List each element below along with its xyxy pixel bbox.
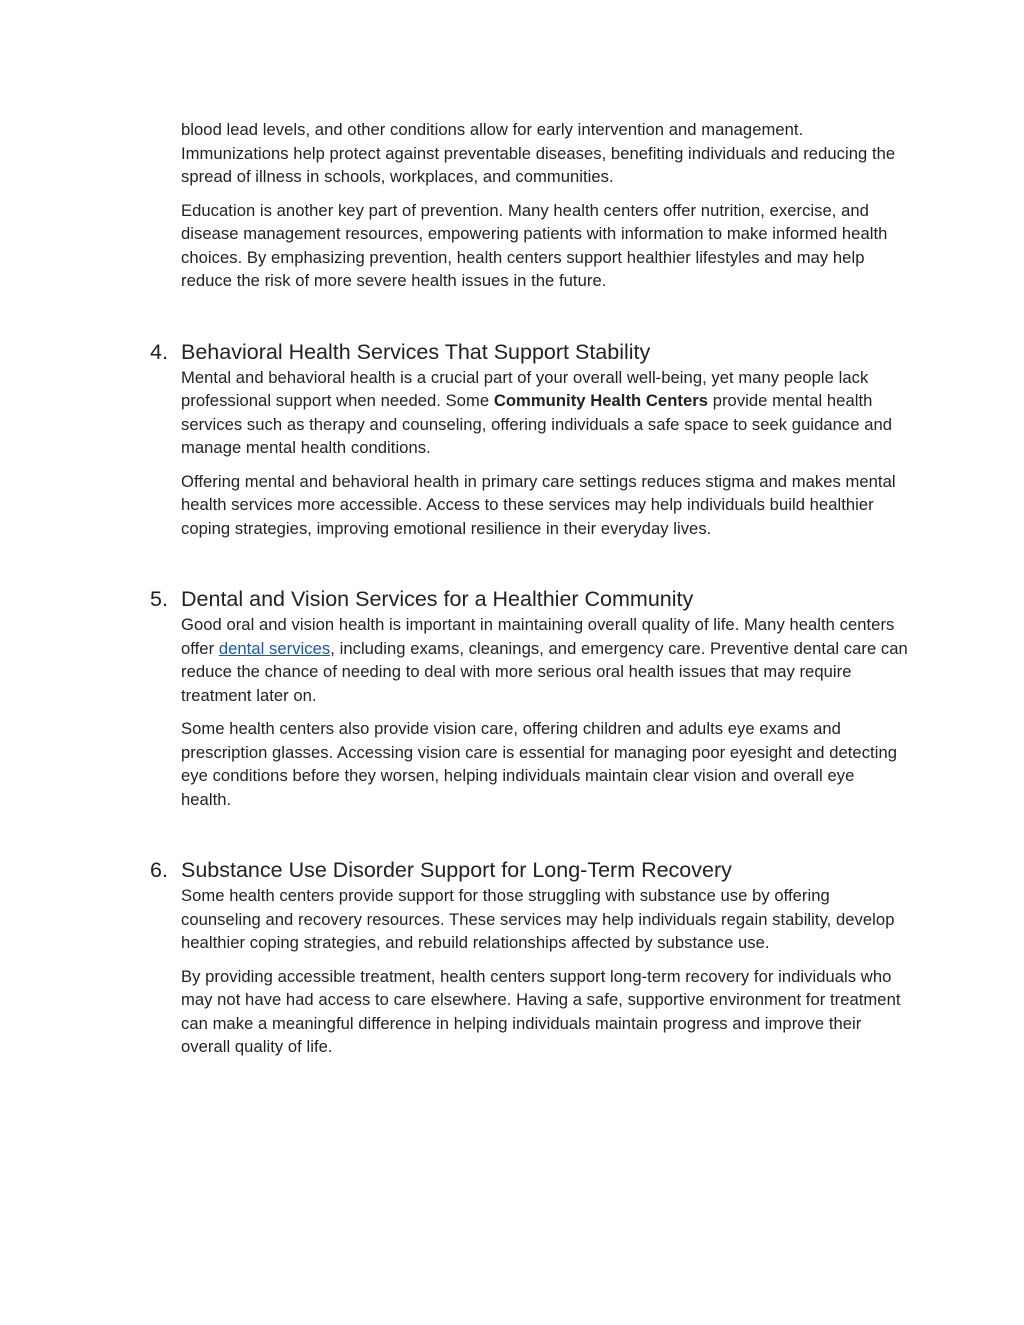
intro-paragraph-1: blood lead levels, and other conditions allow for early intervention and management. Immunizations help protect against preventable diseases, benefiting individuals and reducing the spread of illness in schools, workplaces, and communities. — [181, 120, 896, 186]
paragraph-text: Good oral and vision health is important in maintaining overall quality of life. Many health centers offer — [181, 615, 895, 658]
paragraph-text: , including exams, cleanings, and emergency care. Preventive dental care can reduce the chance of needing to deal with more serious oral health issues that may require treatment later on. — [181, 638, 908, 705]
section-paragraph-2: By providing accessible treatment, health centers support long-term recovery for individuals who may not have had access to care elsewhere. Having a safe, supportive environment for treatment can make a meaningful difference in helping individuals maintain progress and improve their overall quality of life. — [181, 966, 901, 1056]
section-paragraph-1 — [181, 613, 909, 707]
section-substance-use — [150, 857, 909, 1059]
section-heading — [150, 586, 909, 613]
section-title: Substance Use Disorder Support for Long-Term Recovery — [181, 858, 732, 882]
document-body — [150, 118, 909, 1069]
section-paragraph-2: Offering mental and behavioral health in primary care settings reduces stigma and makes mental health services more accessible. Access to these services may help individuals build healthier coping strategies, improving emotional resilience in their everyday lives. — [181, 471, 896, 538]
section-dental-vision — [150, 586, 909, 811]
paragraph-text: provide mental health services such as therapy and counseling, offering individuals a safe space to seek guidance and manage mental health conditions. — [181, 391, 893, 457]
section-paragraph-1 — [181, 366, 909, 460]
section-paragraph-1: Some health centers provide support for those struggling with substance use by offering counseling and recovery resources. These services may help individuals regain stability, develop healthier coping strategies, and rebuild relationships affected by substance use. — [181, 886, 895, 952]
paragraph-text: Mental and behavioral health is a crucial part of your overall well-being, yet many people lack professional support when needed. Some — [181, 367, 869, 410]
section-behavioral-health — [150, 339, 909, 541]
intro-paragraph-2: Education is another key part of prevention. Many health centers offer nutrition, exercise, and disease management resources, empowering patients with information to make informed health choices. By emphasizing prevention, health centers support healthier lifestyles and may help reduce the risk of more severe health issues in the future. — [181, 200, 888, 290]
section-heading — [150, 857, 909, 884]
section-title: Behavioral Health Services That Support Stability — [181, 339, 651, 364]
dental-services-link[interactable]: dental services — [218, 638, 331, 658]
section-number: 5. — [150, 587, 168, 611]
section-title: Dental and Vision Services for a Healthier Community — [181, 587, 694, 611]
bold-text: Community Health Centers — [493, 391, 709, 410]
section-heading — [150, 339, 909, 366]
section-number: 6. — [150, 858, 168, 882]
section-number: 4. — [150, 339, 168, 364]
section-paragraph-2: Some health centers also provide vision care, offering children and adults eye exams and prescription glasses. Accessing vision care is essential for managing poor eyesight and detecting eye conditions before they worsen, helping individuals maintain clear vision and overall eye health. — [181, 719, 898, 809]
